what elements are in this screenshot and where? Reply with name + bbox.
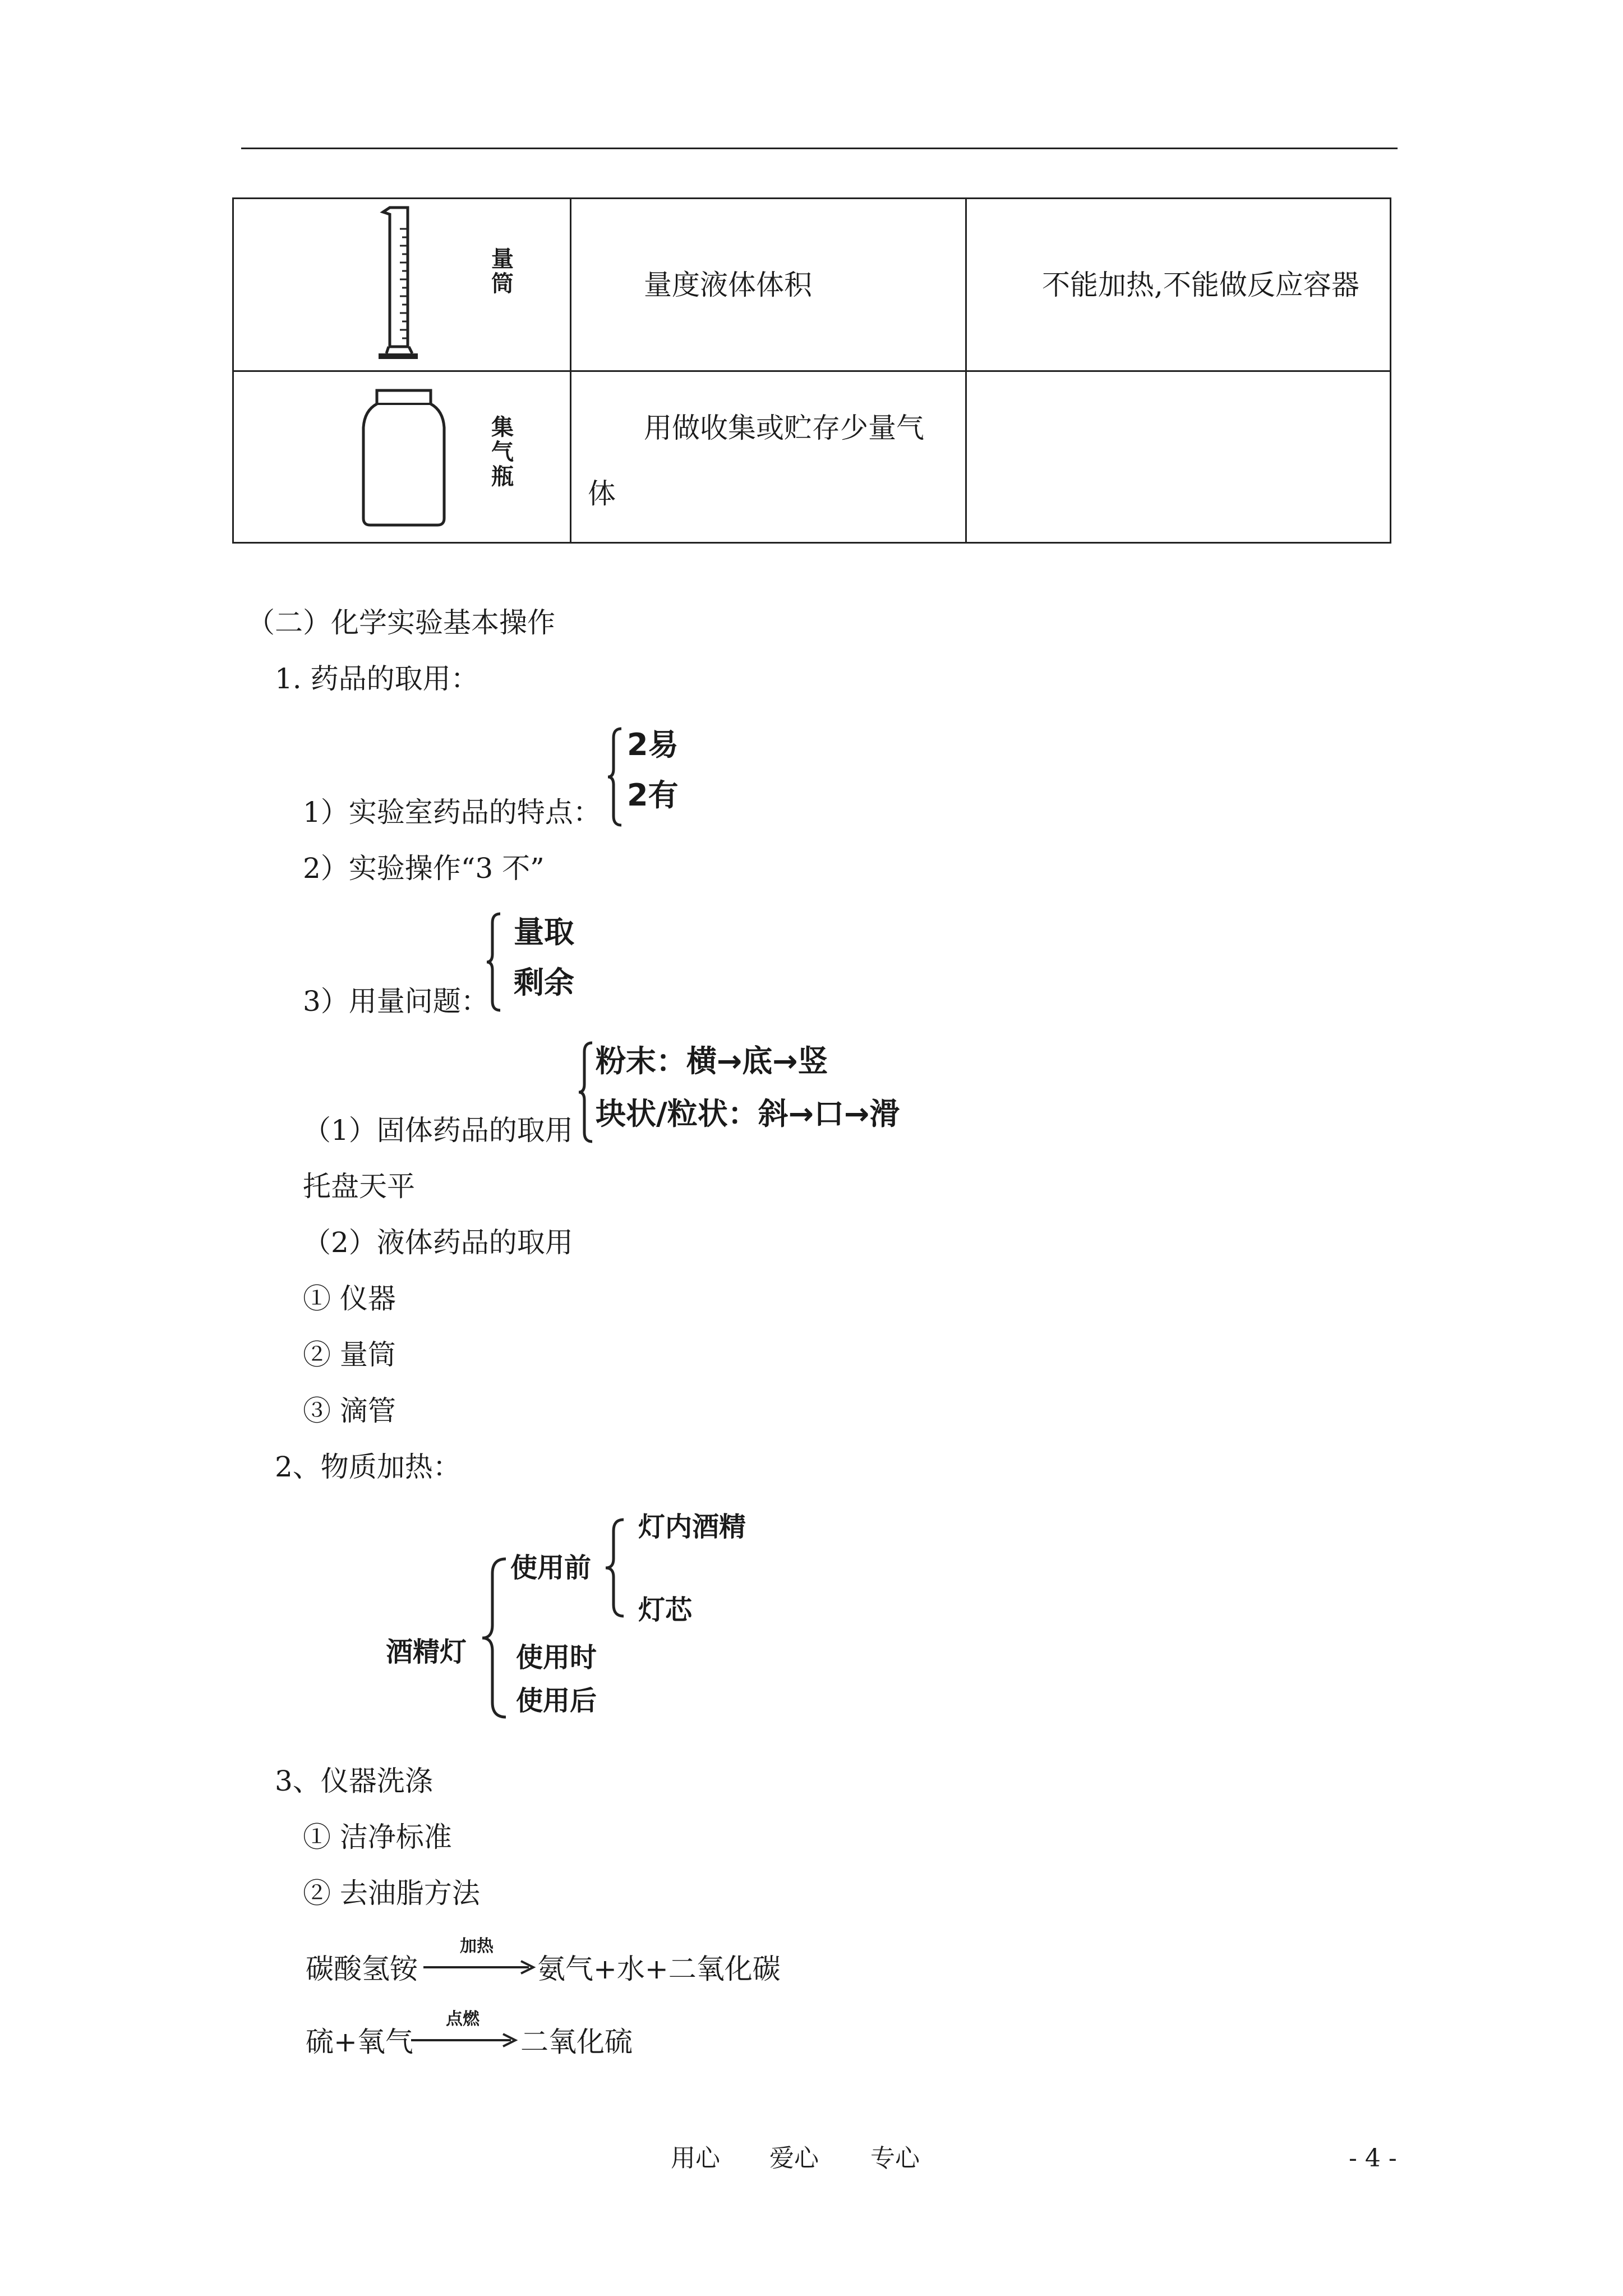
item3-title: 3、仪器洗涤 [275,1765,433,1797]
section-title: （二）化学实验基本操作 [247,606,555,639]
reaction-1-left: 碳酸氢铵 [306,1953,418,1985]
solid-brace-2: 块状/粒状：斜→口→滑 [596,1096,900,1131]
bottle-name: 集气瓶 [491,415,514,490]
p1-brace-2: 2有 [627,777,679,813]
wash-item-2: ② 去油脂方法 [303,1877,480,1910]
p1-brace-1: 2易 [627,727,679,762]
liquid-label: （2）液体药品的取用 [303,1226,573,1259]
p1-label: 1）实验室药品的特点： [303,796,601,829]
before-sub-1: 灯内酒精 [638,1511,746,1543]
arrow-icon [411,2032,518,2049]
reaction-1-right: 氨气+水+二氧化碳 [537,1953,781,1985]
footer-motto-3: 专心 [870,2144,920,2173]
page-number: - 4 - [1349,2144,1397,2173]
solid-brace-1: 粉末：横→底→竖 [596,1043,828,1079]
reaction-2-condition: 点燃 [446,2009,479,2029]
wash-item-1: ① 洁净标准 [303,1821,452,1853]
liquid-item-3: ③ 滴管 [303,1395,396,1427]
bottle-use-line1: 用做收集或贮存少量气 [644,412,924,444]
item1-title: 1. 药品的取用： [275,662,479,695]
after-label: 使用后 [516,1685,597,1717]
cylinder-name: 量筒 [491,246,514,297]
brace-icon [607,726,624,827]
p3-brace-2: 剩余 [514,965,574,1000]
before-label: 使用前 [510,1552,592,1584]
balance: 托盘天平 [303,1170,415,1203]
brace-icon [603,1517,626,1618]
solid-label: （1）固体药品的取用 [303,1114,573,1147]
graduated-cylinder-icon [373,206,423,364]
cylinder-note: 不能加热,不能做反应容器 [1042,269,1359,301]
reaction-2-left: 硫+氧气 [306,2026,413,2058]
footer-motto-2: 爱心 [769,2144,819,2173]
brace-icon [486,912,502,1013]
cylinder-use: 量度液体体积 [644,269,812,301]
liquid-item-1: ① 仪器 [303,1282,396,1315]
arrow-icon [423,1959,536,1976]
reaction-1-condition: 加热 [460,1936,494,1956]
before-sub-2: 灯芯 [638,1594,693,1626]
brace-icon [578,1041,594,1144]
bottle-use-line2: 体 [588,477,616,510]
p3-brace-1: 量取 [514,914,574,950]
during-label: 使用时 [516,1642,597,1673]
footer-motto-1: 用心 [671,2144,720,2173]
brace-icon [480,1557,508,1719]
lamp-label: 酒精灯 [386,1636,467,1668]
p3-label: 3）用量问题： [303,985,489,1018]
header-rule [241,148,1398,149]
p2: 2）实验操作“3 不” [303,852,545,885]
item2-title: 2、物质加热： [275,1451,461,1483]
liquid-item-2: ② 量筒 [303,1338,396,1371]
gas-bottle-icon [359,388,449,528]
reaction-2-right: 二氧化硫 [520,2026,633,2058]
